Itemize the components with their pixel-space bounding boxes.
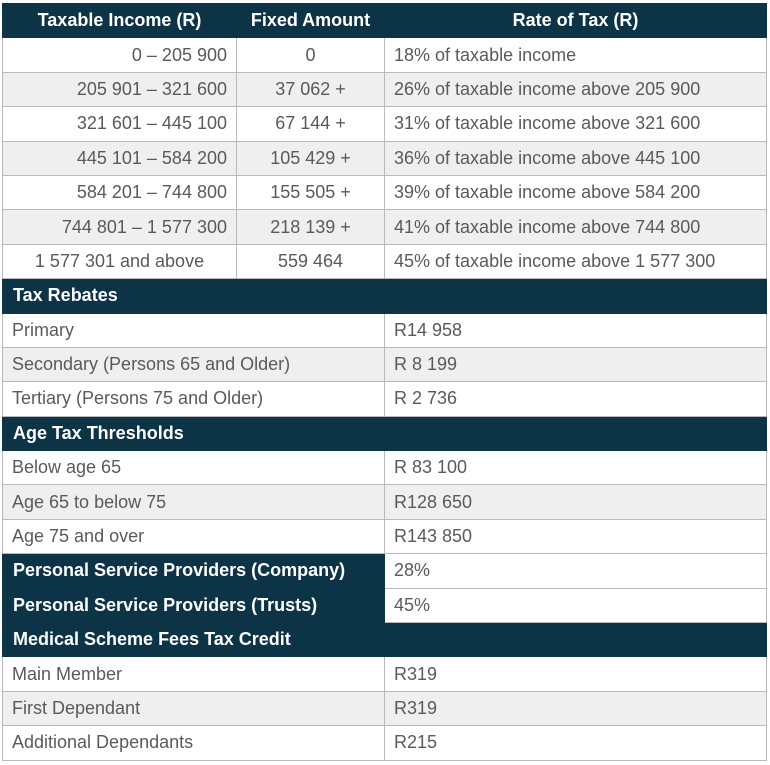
bracket-income: 744 801 – 1 577 300 <box>3 210 237 244</box>
medical-row <box>3 726 767 760</box>
bracket-fixed: 218 139 + <box>237 210 385 244</box>
rebate-row <box>3 382 767 416</box>
psp-row <box>3 554 767 588</box>
medical-label: First Dependant <box>3 691 385 725</box>
bracket-income: 584 201 – 744 800 <box>3 175 237 209</box>
threshold-label: Below age 65 <box>3 451 385 485</box>
header-rate-of-tax: Rate of Tax (R) <box>385 4 767 38</box>
bracket-row <box>3 175 767 209</box>
tax-table-container <box>2 3 766 761</box>
bracket-income: 321 601 – 445 100 <box>3 107 237 141</box>
rebate-value: R 2 736 <box>385 382 767 416</box>
bracket-income: 445 101 – 584 200 <box>3 141 237 175</box>
medical-value: R319 <box>385 691 767 725</box>
bracket-fixed: 155 505 + <box>237 175 385 209</box>
medical-row <box>3 691 767 725</box>
threshold-value: R143 850 <box>385 519 767 553</box>
bracket-fixed: 0 <box>237 38 385 72</box>
medical-row <box>3 657 767 691</box>
bracket-income: 0 – 205 900 <box>3 38 237 72</box>
tax-rates-table <box>2 3 767 761</box>
rebate-label: Primary <box>3 313 385 347</box>
medical-value: R319 <box>385 657 767 691</box>
rebate-label: Secondary (Persons 65 and Older) <box>3 347 385 381</box>
psp-row <box>3 588 767 622</box>
bracket-row <box>3 210 767 244</box>
bracket-row <box>3 72 767 106</box>
bracket-row <box>3 244 767 278</box>
threshold-label: Age 75 and over <box>3 519 385 553</box>
psp-value: 45% <box>385 588 767 622</box>
bracket-rate: 39% of taxable income above 584 200 <box>385 175 767 209</box>
rebate-value: R14 958 <box>385 313 767 347</box>
bracket-rate: 18% of taxable income <box>385 38 767 72</box>
threshold-row <box>3 451 767 485</box>
bracket-rate: 45% of taxable income above 1 577 300 <box>385 244 767 278</box>
section-header-rebates <box>3 279 767 313</box>
section-header-thresholds <box>3 416 767 450</box>
header-taxable-income: Taxable Income (R) <box>3 4 237 38</box>
table-header-row <box>3 4 767 38</box>
rebate-label: Tertiary (Persons 75 and Older) <box>3 382 385 416</box>
rebate-row <box>3 313 767 347</box>
section-title: Tax Rebates <box>3 279 767 313</box>
rebate-row <box>3 347 767 381</box>
bracket-fixed: 67 144 + <box>237 107 385 141</box>
bracket-fixed: 37 062 + <box>237 72 385 106</box>
bracket-rate: 36% of taxable income above 445 100 <box>385 141 767 175</box>
section-title: Age Tax Thresholds <box>3 416 767 450</box>
header-fixed-amount: Fixed Amount <box>237 4 385 38</box>
rebate-value: R 8 199 <box>385 347 767 381</box>
medical-value: R215 <box>385 726 767 760</box>
bracket-income: 1 577 301 and above <box>3 244 237 278</box>
threshold-value: R128 650 <box>385 485 767 519</box>
bracket-row <box>3 38 767 72</box>
bracket-row <box>3 107 767 141</box>
psp-value: 28% <box>385 554 767 588</box>
threshold-value: R 83 100 <box>385 451 767 485</box>
medical-label: Additional Dependants <box>3 726 385 760</box>
bracket-row <box>3 141 767 175</box>
bracket-rate: 31% of taxable income above 321 600 <box>385 107 767 141</box>
psp-label: Personal Service Providers (Company) <box>3 554 385 588</box>
threshold-row <box>3 485 767 519</box>
section-title: Medical Scheme Fees Tax Credit <box>3 623 767 657</box>
bracket-rate: 26% of taxable income above 205 900 <box>385 72 767 106</box>
psp-label: Personal Service Providers (Trusts) <box>3 588 385 622</box>
bracket-income: 205 901 – 321 600 <box>3 72 237 106</box>
section-header-medical <box>3 623 767 657</box>
bracket-fixed: 559 464 <box>237 244 385 278</box>
bracket-rate: 41% of taxable income above 744 800 <box>385 210 767 244</box>
threshold-row <box>3 519 767 553</box>
medical-label: Main Member <box>3 657 385 691</box>
bracket-fixed: 105 429 + <box>237 141 385 175</box>
threshold-label: Age 65 to below 75 <box>3 485 385 519</box>
